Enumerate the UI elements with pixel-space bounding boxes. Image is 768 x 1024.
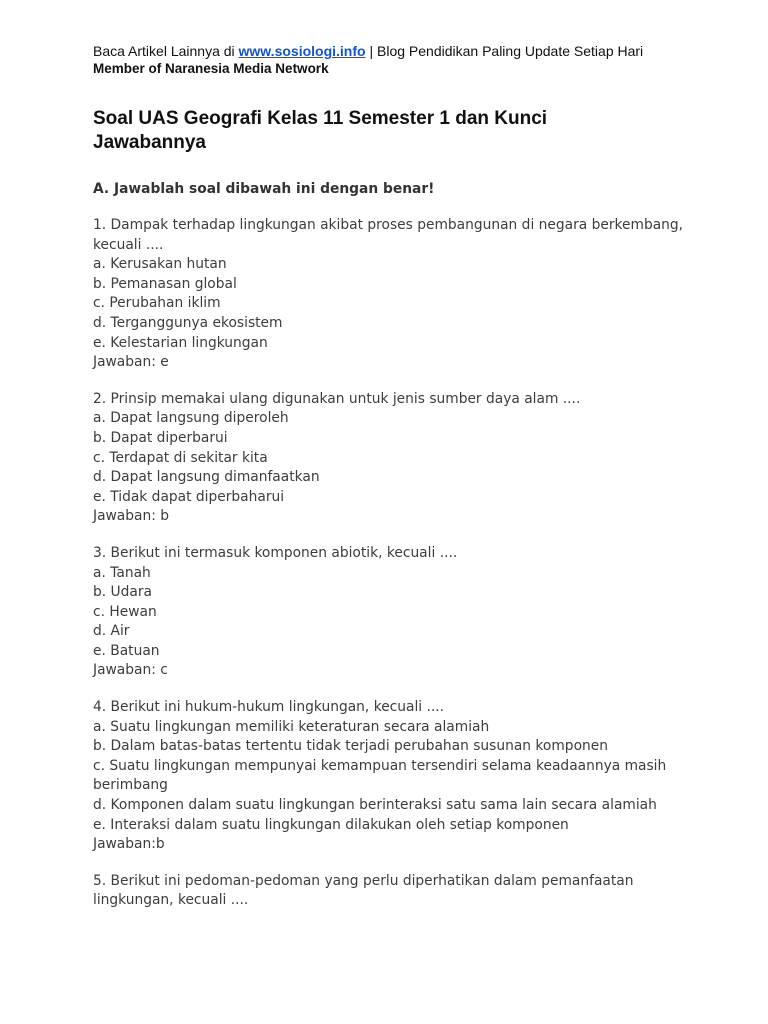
question-stem: 1. Dampak terhadap lingkungan akibat proses pembangunan di negara berkembang, kecuali ....	[93, 217, 684, 253]
question-stem: 2. Prinsip memakai ulang digunakan untuk jenis sumber daya alam ....	[93, 390, 581, 407]
header-suffix: | Blog Pendidikan Paling Update Setiap Hari	[365, 43, 644, 59]
option-e: e. Tidak dapat diperbaharui	[93, 488, 285, 505]
question-2	[93, 390, 693, 527]
option-b: b. Dapat diperbarui	[93, 429, 228, 446]
option-c: c. Terdapat di sekitar kita	[93, 449, 268, 466]
option-b: b. Pemanasan global	[93, 275, 237, 292]
answer-key: Jawaban: e	[93, 354, 169, 371]
option-e: e. Kelestarian lingkungan	[93, 334, 268, 351]
document-title: Soal UAS Geografi Kelas 11 Semester 1 dan Kunci Jawabannya	[93, 108, 548, 153]
header-prefix: Baca Artikel Lainnya di	[93, 43, 239, 59]
question-stem: 3. Berikut ini termasuk komponen abiotik, kecuali ....	[93, 544, 458, 561]
option-b: b. Udara	[93, 584, 152, 601]
question-4	[93, 698, 693, 855]
option-c: c. Hewan	[93, 603, 157, 620]
header-network: Member of Naranesia Media Network	[93, 61, 329, 76]
document-page	[93, 42, 693, 911]
option-c: c. Perubahan iklim	[93, 295, 221, 312]
question-1	[93, 216, 693, 373]
question-5	[93, 872, 693, 911]
option-a: a. Tanah	[93, 564, 151, 581]
option-c: c. Suatu lingkungan mempunyai kemampuan tersendiri selama keadaannya masih berimbang	[93, 757, 667, 794]
answer-key: Jawaban: c	[93, 662, 168, 679]
option-d: d. Terganggunya ekosistem	[93, 314, 283, 331]
sosiologi-link[interactable]: www.sosiologi.info	[238, 43, 366, 59]
option-a: a. Kerusakan hutan	[93, 256, 227, 273]
section-heading: A. Jawablah soal dibawah ini dengan benar!	[93, 181, 435, 197]
question-stem: 4. Berikut ini hukum-hukum lingkungan, kecuali ....	[93, 699, 445, 716]
option-d: d. Air	[93, 623, 130, 640]
answer-key: Jawaban: b	[93, 508, 170, 525]
option-b: b. Dalam batas-batas tertentu tidak terjadi perubahan susunan komponen	[93, 738, 608, 755]
header-promo-line	[93, 42, 693, 60]
option-d: d. Dapat langsung dimanfaatkan	[93, 469, 320, 486]
question-3	[93, 544, 693, 681]
answer-key: Jawaban:b	[93, 836, 165, 853]
option-d: d. Komponen dalam suatu lingkungan berinteraksi satu sama lain secara alamiah	[93, 797, 657, 814]
question-stem: 5. Berikut ini pedoman-pedoman yang perlu diperhatikan dalam pemanfaatan lingkungan, kecuali ....	[93, 872, 634, 909]
option-e: e. Batuan	[93, 642, 160, 659]
question-list	[93, 216, 693, 911]
option-a: a. Dapat langsung diperoleh	[93, 410, 289, 427]
option-a: a. Suatu lingkungan memiliki keteraturan secara alamiah	[93, 718, 490, 735]
option-e: e. Interaksi dalam suatu lingkungan dilakukan oleh setiap komponen	[93, 816, 569, 833]
